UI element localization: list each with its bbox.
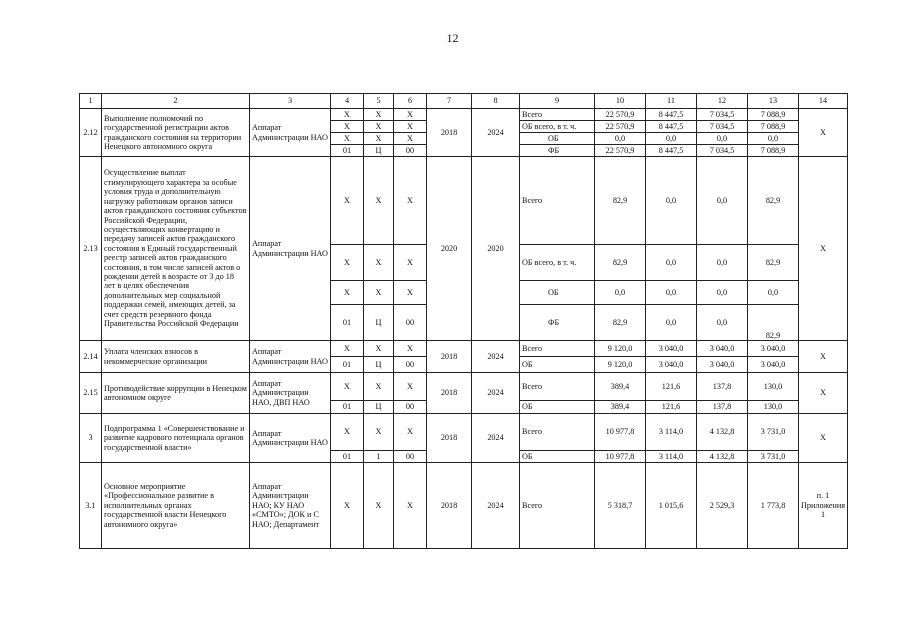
- cell-c13: 7 088,9: [748, 145, 799, 157]
- cell-c4: Х: [331, 121, 364, 133]
- row-end-year: 2024: [472, 109, 520, 157]
- table-row: [80, 463, 848, 549]
- cell-c4: Х: [331, 109, 364, 121]
- cell-c5: Ц: [364, 357, 394, 373]
- row-end-year: 2024: [472, 373, 520, 414]
- cell-c13: 3 040,0: [748, 341, 799, 357]
- row-end-year: 2024: [472, 463, 520, 549]
- cell-c6: 00: [394, 451, 427, 463]
- row-start-year: 2018: [427, 373, 472, 414]
- cell-c13: 130,0: [748, 401, 799, 414]
- cell-c10: 10 977,8: [595, 451, 646, 463]
- row-end-year: 2024: [472, 341, 520, 373]
- cell-c6: Х: [394, 157, 427, 245]
- cell-c13: 3 731,0: [748, 414, 799, 451]
- cell-c11: 3 040,0: [646, 357, 697, 373]
- cell-c6: Х: [394, 463, 427, 549]
- cell-source: Всего: [520, 414, 595, 451]
- cell-c12: 4 132,8: [697, 414, 748, 451]
- cell-c6: Х: [394, 373, 427, 401]
- cell-source: ОБ: [520, 357, 595, 373]
- cell-c10: 9 120,0: [595, 357, 646, 373]
- cell-c10: 5 318,7: [595, 463, 646, 549]
- header-cell: 7: [427, 94, 472, 109]
- cell-c5: Х: [364, 341, 394, 357]
- cell-c13: 0,0: [748, 133, 799, 145]
- header-cell: 6: [394, 94, 427, 109]
- cell-c13: 82,9: [748, 245, 799, 281]
- cell-c4: 01: [331, 305, 364, 341]
- table-row: [80, 373, 848, 401]
- cell-c6: Х: [394, 414, 427, 451]
- cell-c4: 01: [331, 145, 364, 157]
- cell-c11: 0,0: [646, 245, 697, 281]
- cell-c4: Х: [331, 414, 364, 451]
- cell-c10: 82,9: [595, 305, 646, 341]
- cell-c12: 0,0: [697, 245, 748, 281]
- row-col14: Х: [799, 373, 848, 414]
- cell-source: Всего: [520, 373, 595, 401]
- row-executor: Аппарат Администрации НАО: [250, 341, 331, 373]
- row-executor: Аппарат Администрации НАО, ДВП НАО: [250, 373, 331, 414]
- cell-c5: Ц: [364, 145, 394, 157]
- cell-c5: Х: [364, 121, 394, 133]
- cell-c10: 10 977,8: [595, 414, 646, 451]
- cell-c11: 121,6: [646, 373, 697, 401]
- cell-c11: 0,0: [646, 305, 697, 341]
- cell-source: Всего: [520, 157, 595, 245]
- row-col14: Х: [799, 341, 848, 373]
- header-cell: 5: [364, 94, 394, 109]
- cell-c13: 7 088,9: [748, 121, 799, 133]
- cell-c10: 82,9: [595, 245, 646, 281]
- row-executor: Аппарат Администрации НАО: [250, 414, 331, 463]
- cell-c6: Х: [394, 245, 427, 281]
- cell-c11: 3 040,0: [646, 341, 697, 357]
- header-cell: 12: [697, 94, 748, 109]
- cell-c4: 01: [331, 451, 364, 463]
- header-cell: 13: [748, 94, 799, 109]
- cell-c6: Х: [394, 281, 427, 305]
- cell-c13: 3 040,0: [748, 357, 799, 373]
- table-row: [80, 414, 848, 451]
- cell-c11: 0,0: [646, 157, 697, 245]
- cell-c12: 3 040,0: [697, 341, 748, 357]
- cell-c12: 137,8: [697, 401, 748, 414]
- row-id: 3: [80, 414, 102, 463]
- row-name: Уплата членских взносов в некоммерческие организации: [102, 341, 250, 373]
- cell-c12: 4 132,8: [697, 451, 748, 463]
- cell-c6: 00: [394, 401, 427, 414]
- row-id: 2.14: [80, 341, 102, 373]
- cell-c12: 137,8: [697, 373, 748, 401]
- row-col14: Х: [799, 109, 848, 157]
- cell-source: ФБ: [520, 305, 595, 341]
- cell-c13: 130,0: [748, 373, 799, 401]
- cell-source: ОБ: [520, 281, 595, 305]
- header-cell: 1: [80, 94, 102, 109]
- cell-c11: 0,0: [646, 133, 697, 145]
- cell-source: Всего: [520, 463, 595, 549]
- cell-c5: Ц: [364, 401, 394, 414]
- row-end-year: 2024: [472, 414, 520, 463]
- cell-c6: 00: [394, 357, 427, 373]
- row-name: Противодействие коррупции в Ненецком автономном округе: [102, 373, 250, 414]
- cell-c10: 0,0: [595, 281, 646, 305]
- cell-c5: 1: [364, 451, 394, 463]
- cell-source: Всего: [520, 109, 595, 121]
- cell-c12: 7 034,5: [697, 109, 748, 121]
- cell-c12: 0,0: [697, 133, 748, 145]
- cell-source: ФБ: [520, 145, 595, 157]
- cell-c5: Х: [364, 245, 394, 281]
- header-cell: 9: [520, 94, 595, 109]
- row-col14: Х: [799, 157, 848, 341]
- cell-c10: 22 570,9: [595, 145, 646, 157]
- cell-c4: 01: [331, 357, 364, 373]
- cell-c5: Ц: [364, 305, 394, 341]
- row-start-year: 2020: [427, 157, 472, 341]
- cell-c6: Х: [394, 121, 427, 133]
- page-number: 12: [446, 31, 459, 45]
- cell-c5: Х: [364, 373, 394, 401]
- cell-c4: Х: [331, 341, 364, 357]
- row-id: 2.13: [80, 157, 102, 341]
- cell-source: ОБ всего, в т. ч.: [520, 121, 595, 133]
- table-row: [80, 341, 848, 357]
- cell-c4: Х: [331, 133, 364, 145]
- cell-c10: 0,0: [595, 133, 646, 145]
- cell-c5: Х: [364, 281, 394, 305]
- table-row: [80, 109, 848, 121]
- row-start-year: 2018: [427, 341, 472, 373]
- cell-c11: 0,0: [646, 281, 697, 305]
- cell-c5: Х: [364, 109, 394, 121]
- cell-c5: Х: [364, 157, 394, 245]
- cell-source: ОБ: [520, 401, 595, 414]
- cell-c12: 3 040,0: [697, 357, 748, 373]
- cell-c12: 0,0: [697, 157, 748, 245]
- cell-c13: 82,9: [748, 305, 799, 341]
- cell-c12: 2 529,3: [697, 463, 748, 549]
- header-cell: 8: [472, 94, 520, 109]
- cell-c6: Х: [394, 341, 427, 357]
- row-name: Основное мероприятие «Профессиональное развитие в исполнительных органах государственной власти Ненецкого автономного округа»: [102, 463, 250, 549]
- cell-c5: Х: [364, 414, 394, 451]
- cell-source: Всего: [520, 341, 595, 357]
- cell-c6: 00: [394, 305, 427, 341]
- header-cell: 10: [595, 94, 646, 109]
- header-cell: 4: [331, 94, 364, 109]
- cell-c12: 7 034,5: [697, 121, 748, 133]
- row-id: 2.12: [80, 109, 102, 157]
- cell-c13: 3 731,0: [748, 451, 799, 463]
- cell-c4: Х: [331, 373, 364, 401]
- cell-c10: 389,4: [595, 401, 646, 414]
- cell-c4: Х: [331, 157, 364, 245]
- header-cell: 14: [799, 94, 848, 109]
- cell-c4: 01: [331, 401, 364, 414]
- cell-c12: 0,0: [697, 305, 748, 341]
- row-start-year: 2018: [427, 414, 472, 463]
- cell-source: ОБ: [520, 451, 595, 463]
- row-executor: Аппарат Администрации НАО; КУ НАО «СМТО»; ДОК и С НАО; Департамент: [250, 463, 331, 549]
- header-row: [80, 94, 848, 109]
- cell-source: ОБ: [520, 133, 595, 145]
- header-cell: 11: [646, 94, 697, 109]
- cell-c11: 1 015,6: [646, 463, 697, 549]
- cell-c13: 7 088,9: [748, 109, 799, 121]
- cell-source: ОБ всего, в т. ч.: [520, 245, 595, 281]
- budget-table: [79, 93, 848, 549]
- cell-c11: 3 114,0: [646, 451, 697, 463]
- row-id: 3.1: [80, 463, 102, 549]
- row-end-year: 2020: [472, 157, 520, 341]
- row-name: Подпрограмма 1 «Совершенствование и развитие кадрового потенциала органов государственной власти»: [102, 414, 250, 463]
- row-name: Осуществление выплат стимулирующего характера за особые условия труда и дополнительную нагрузку работникам органов записи актов гражданского состояния субъектов Российской Федерации, осуществляющих конвертацию и передачу записей актов гражданского состояния в Единый государственный реестр записей актов гражданского состояния, в том числе записей актов о рождении детей в возрасте от 3 до 18 лет в целях обеспечения дополнительных мер социальной поддержки семей, имеющих детей, за счет средств резервного фонда Правительства Российской Федерации: [102, 157, 250, 341]
- cell-c11: 8 447,5: [646, 121, 697, 133]
- row-executor: Аппарат Администрации НАО: [250, 109, 331, 157]
- cell-c13: 82,9: [748, 157, 799, 245]
- cell-c6: Х: [394, 133, 427, 145]
- cell-c11: 8 447,5: [646, 145, 697, 157]
- cell-c6: Х: [394, 109, 427, 121]
- cell-c10: 389,4: [595, 373, 646, 401]
- cell-c13: 1 773,8: [748, 463, 799, 549]
- row-id: 2.15: [80, 373, 102, 414]
- cell-c11: 121,6: [646, 401, 697, 414]
- header-cell: 3: [250, 94, 331, 109]
- cell-c10: 82,9: [595, 157, 646, 245]
- cell-c5: Х: [364, 133, 394, 145]
- row-name: Выполнение полномочий по государственной регистрации актов гражданского состояния на территории Ненецкого автономного округа: [102, 109, 250, 157]
- cell-c11: 8 447,5: [646, 109, 697, 121]
- row-start-year: 2018: [427, 109, 472, 157]
- cell-c13: 0,0: [748, 281, 799, 305]
- cell-c4: Х: [331, 463, 364, 549]
- cell-c5: Х: [364, 463, 394, 549]
- cell-c10: 22 570,9: [595, 109, 646, 121]
- row-col14: Х: [799, 414, 848, 463]
- table-row: [80, 157, 848, 245]
- cell-c4: Х: [331, 245, 364, 281]
- cell-c12: 7 034,5: [697, 145, 748, 157]
- cell-c11: 3 114,0: [646, 414, 697, 451]
- header-cell: 2: [102, 94, 250, 109]
- row-executor: Аппарат Администрации НАО: [250, 157, 331, 341]
- row-start-year: 2018: [427, 463, 472, 549]
- cell-c10: 22 570,9: [595, 121, 646, 133]
- cell-c10: 9 120,0: [595, 341, 646, 357]
- row-col14: п. 1 Приложения 1: [799, 463, 848, 549]
- cell-c6: 00: [394, 145, 427, 157]
- cell-c4: Х: [331, 281, 364, 305]
- cell-c12: 0,0: [697, 281, 748, 305]
